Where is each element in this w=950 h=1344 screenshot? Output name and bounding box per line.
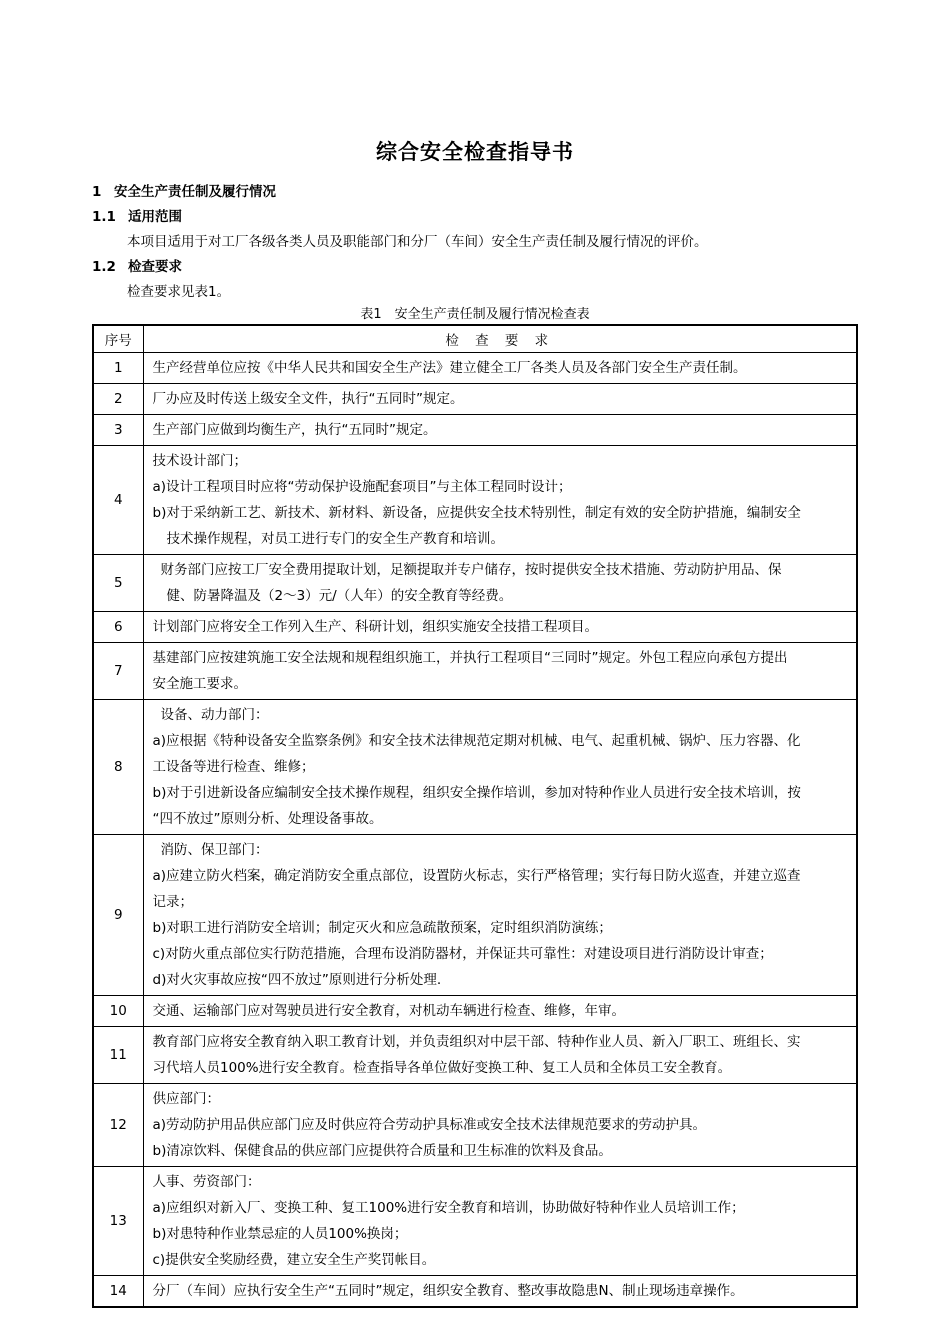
section-1-1-text: 本项目适用于对工厂各级各类人员及职能部门和分厂（车间）安全生产责任制及履行情况的评价。 xyxy=(127,234,708,250)
requirement-line: “四不放过”原则分析、处理设备事故。 xyxy=(152,811,383,827)
row-requirement xyxy=(143,1167,857,1276)
check-table xyxy=(92,324,858,1308)
table-row xyxy=(93,555,857,612)
requirement-line: 财务部门应按工厂安全费用提取计划，足额提取并专户储存，按时提供安全技术措施、劳动防护用品、保 xyxy=(160,562,782,578)
requirement-line: 人事、劳资部门： xyxy=(152,1174,261,1190)
requirement-line: b)对职工进行消防安全培训；制定灭火和应急疏散预案，定时组织消防演练； xyxy=(152,920,612,936)
table-row xyxy=(93,353,857,384)
requirement-line: 供应部门： xyxy=(152,1091,220,1107)
section-number: 1.2 xyxy=(92,259,116,275)
requirement-line: 技术操作规程，对员工进行专门的安全生产教育和培训。 xyxy=(166,531,504,547)
row-number: 14 xyxy=(93,1276,143,1308)
document-title: 综合安全检查指导书 xyxy=(376,140,574,164)
table-row xyxy=(93,835,857,996)
requirement-line: 基建部门应按建筑施工安全法规和规程组织施工，并执行工程项目“三同时”规定。外包工程应向承包方提出 xyxy=(152,650,788,666)
requirement-line: 习代培人员100%进行安全教育。检查指导各单位做好变换工种、复工人员和全体员工安全教育。 xyxy=(152,1060,732,1076)
requirement-line: b)对于采纳新工艺、新技术、新材料、新设备，应提供安全技术特别性，制定有效的安全防护措施，编制安全 xyxy=(152,505,801,521)
row-requirement xyxy=(143,1276,857,1308)
row-number: 13 xyxy=(93,1167,143,1276)
requirement-line: 工设备等进行检查、维修； xyxy=(152,759,315,775)
requirement-line: 计划部门应将安全工作列入生产、科研计划，组织实施安全技措工程项目。 xyxy=(152,619,598,635)
table-header-row xyxy=(93,325,857,353)
row-requirement xyxy=(143,612,857,643)
row-number: 10 xyxy=(93,996,143,1027)
row-number: 8 xyxy=(93,700,143,835)
requirement-line: 设备、动力部门： xyxy=(160,707,269,723)
table-row xyxy=(93,996,857,1027)
row-requirement xyxy=(143,643,857,700)
table-caption: 表1 安全生产责任制及履行情况检查表 xyxy=(360,307,590,322)
requirement-line: b)对于引进新设备应编制安全技术操作规程，组织安全操作培训，参加对特种作业人员进行安全技术培训，按 xyxy=(152,785,801,801)
section-1-1-heading xyxy=(92,205,182,225)
requirement-line: 交通、运输部门应对驾驶员进行安全教育，对机动车辆进行检查、维修，年审。 xyxy=(152,1003,625,1019)
table-row xyxy=(93,612,857,643)
row-number: 5 xyxy=(93,555,143,612)
row-requirement xyxy=(143,700,857,835)
requirement-line: a)应根据《特种设备安全监察条例》和安全技术法律规范定期对机械、电气、起重机械、锅炉、压力容器、化 xyxy=(152,733,801,749)
requirement-line: a)劳动防护用品供应部门应及时供应符合劳动护具标准或安全技术法律规范要求的劳动护具。 xyxy=(152,1117,707,1133)
requirement-line: a)应组织对新入厂、变换工种、复工100%进行安全教育和培训，协助做好特种作业人员培训工作； xyxy=(152,1200,745,1216)
section-title: 适用范围 xyxy=(128,209,182,225)
section-1-2-text: 检查要求见表1。 xyxy=(127,284,231,300)
section-title: 安全生产责任制及履行情况 xyxy=(114,184,276,200)
requirement-line: 安全施工要求。 xyxy=(152,676,247,692)
table-row xyxy=(93,384,857,415)
row-number: 1 xyxy=(93,353,143,384)
row-number: 4 xyxy=(93,446,143,555)
row-number: 9 xyxy=(93,835,143,996)
section-1-heading xyxy=(92,180,276,200)
section-number: 1.1 xyxy=(92,209,116,225)
table-body xyxy=(93,353,857,1308)
requirement-line: 消防、保卫部门： xyxy=(160,842,269,858)
row-requirement xyxy=(143,835,857,996)
requirement-line: 教育部门应将安全教育纳入职工教育计划，并负责组织对中层干部、特种作业人员、新入厂职工、班组长、实 xyxy=(152,1034,801,1050)
row-number: 6 xyxy=(93,612,143,643)
requirement-line: 记录； xyxy=(152,894,193,910)
section-1-2-heading xyxy=(92,255,182,275)
table-row xyxy=(93,1167,857,1276)
row-requirement xyxy=(143,1027,857,1084)
header-requirements: 检 查 要 求 xyxy=(143,325,857,353)
row-requirement xyxy=(143,384,857,415)
table-row xyxy=(93,446,857,555)
row-number: 2 xyxy=(93,384,143,415)
row-requirement xyxy=(143,996,857,1027)
requirement-line: d)对火灾事故应按“四不放过”原则进行分析处理. xyxy=(152,972,442,988)
requirement-line: 厂办应及时传送上级安全文件，执行“五同时”规定。 xyxy=(152,391,464,407)
table-row xyxy=(93,1084,857,1167)
requirement-line: b)清凉饮料、保健食品的供应部门应提供符合质量和卫生标准的饮料及食品。 xyxy=(152,1143,612,1159)
requirement-line: 生产部门应做到均衡生产，执行“五同时”规定。 xyxy=(152,422,437,438)
requirement-line: 健、防暑降温及（2～3）元/（人年）的安全教育等经费。 xyxy=(166,588,513,604)
row-requirement xyxy=(143,555,857,612)
row-requirement xyxy=(143,1084,857,1167)
table-row xyxy=(93,1276,857,1308)
requirement-line: 生产经营单位应按《中华人民共和国安全生产法》建立健全工厂各类人员及各部门安全生产责任制。 xyxy=(152,360,747,376)
row-number: 12 xyxy=(93,1084,143,1167)
table-row xyxy=(93,415,857,446)
table-row xyxy=(93,1027,857,1084)
requirement-line: 分厂（车间）应执行安全生产“五同时”规定，组织安全教育、整改事故隐患N、制止现场违章操作。 xyxy=(152,1283,744,1299)
table-row xyxy=(93,643,857,700)
requirement-line: a)设计工程项目时应将“劳动保护设施配套项目”与主体工程同时设计； xyxy=(152,479,572,495)
row-requirement xyxy=(143,415,857,446)
section-number: 1 xyxy=(92,184,102,200)
section-title: 检查要求 xyxy=(128,259,182,275)
requirement-line: b)对患特种作业禁忌症的人员100%换岗； xyxy=(152,1226,408,1242)
requirement-line: a)应建立防火档案，确定消防安全重点部位，设置防火标志，实行严格管理；实行每日防火巡查，并建立巡查 xyxy=(152,868,801,884)
row-requirement xyxy=(143,353,857,384)
row-number: 7 xyxy=(93,643,143,700)
requirement-line: c)提供安全奖励经费，建立安全生产奖罚帐目。 xyxy=(152,1252,436,1268)
row-number: 11 xyxy=(93,1027,143,1084)
row-requirement xyxy=(143,446,857,555)
header-serial: 序号 xyxy=(93,325,143,353)
table-row xyxy=(93,700,857,835)
row-number: 3 xyxy=(93,415,143,446)
requirement-line: c)对防火重点部位实行防范措施，合理布设消防器材，并保证共可靠性：对建设项目进行消防设计审查； xyxy=(152,946,773,962)
requirement-line: 技术设计部门； xyxy=(152,453,247,469)
